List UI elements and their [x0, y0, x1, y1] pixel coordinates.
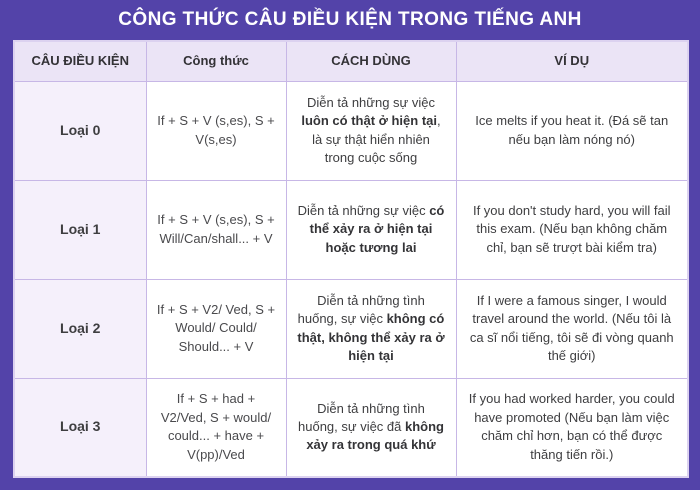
conditional-type-label: Loại 3 — [14, 378, 146, 477]
usage-bold-text: không xảy ra trong quá khứ — [306, 419, 444, 453]
column-header-example: VÍ DỤ — [456, 41, 688, 81]
formula-cell: If + S + V2/ Ved, S + Would/ Could/ Should... + V — [146, 279, 286, 378]
title-band — [0, 0, 700, 40]
conditional-type-label: Loại 0 — [14, 81, 146, 180]
table-row-type-3 — [14, 378, 688, 477]
usage-cell — [286, 279, 456, 378]
example-cell: Ice melts if you heat it. (Đá sẽ tan nếu bạn làm nóng nó) — [456, 81, 688, 180]
table-row-type-1 — [14, 180, 688, 279]
usage-text: Diễn tả những sự việc — [307, 94, 435, 110]
example-cell: If you had worked harder, you could have promoted (Nếu bạn làm việc chăm chỉ hơn, bạn có thể được thăng tiến rồi.) — [456, 378, 688, 477]
page-title: CÔNG THỨC CÂU ĐIỀU KIỆN TRONG TIẾNG ANH — [118, 9, 582, 30]
column-header-conditional-type: CÂU ĐIỀU KIỆN — [14, 41, 146, 81]
conditional-sentences-table — [13, 40, 689, 478]
usage-bold-text: có thể xảy ra ở hiện tại hoặc tương lai — [309, 202, 445, 255]
conditional-type-label: Loại 1 — [14, 180, 146, 279]
usage-text: Diễn tả những tình huống, sự việc đã — [298, 400, 425, 435]
formula-cell: If + S + had + V2/Ved, S + would/ could... + have + V(pp)/Ved — [146, 378, 286, 477]
column-header-formula: Công thức — [146, 41, 286, 81]
usage-cell — [286, 378, 456, 477]
usage-text: , là sự thật hiển nhiên trong cuộc sống — [312, 113, 441, 165]
formula-cell: If + S + V (s,es), S + V(s,es) — [146, 81, 286, 180]
usage-text: Diễn tả những tình huống, sự việc — [297, 292, 425, 327]
table-header-row — [14, 41, 688, 81]
usage-cell — [286, 180, 456, 279]
table-row-type-0 — [14, 81, 688, 180]
example-cell: If I were a famous singer, I would travel around the world. (Nếu tôi là ca sĩ nổi tiếng, tôi sẽ đi vòng quanh thế giới) — [456, 279, 688, 378]
usage-text: Diễn tả những sự việc — [297, 202, 430, 218]
usage-bold-text: không có thật, không thể xảy ra ở hiện tại — [297, 311, 445, 363]
usage-bold-text: luôn có thật ở hiện tại — [301, 113, 437, 129]
table-container — [13, 40, 687, 477]
column-header-usage: CÁCH DÙNG — [286, 41, 456, 81]
table-row-type-2 — [14, 279, 688, 378]
example-cell: If you don't study hard, you will fail this exam. (Nếu bạn không chăm chỉ, bạn sẽ trượt bài kiểm tra) — [456, 180, 688, 279]
conditional-type-label: Loại 2 — [14, 279, 146, 378]
formula-cell: If + S + V (s,es), S + Will/Can/shall... + V — [146, 180, 286, 279]
usage-cell — [286, 81, 456, 180]
